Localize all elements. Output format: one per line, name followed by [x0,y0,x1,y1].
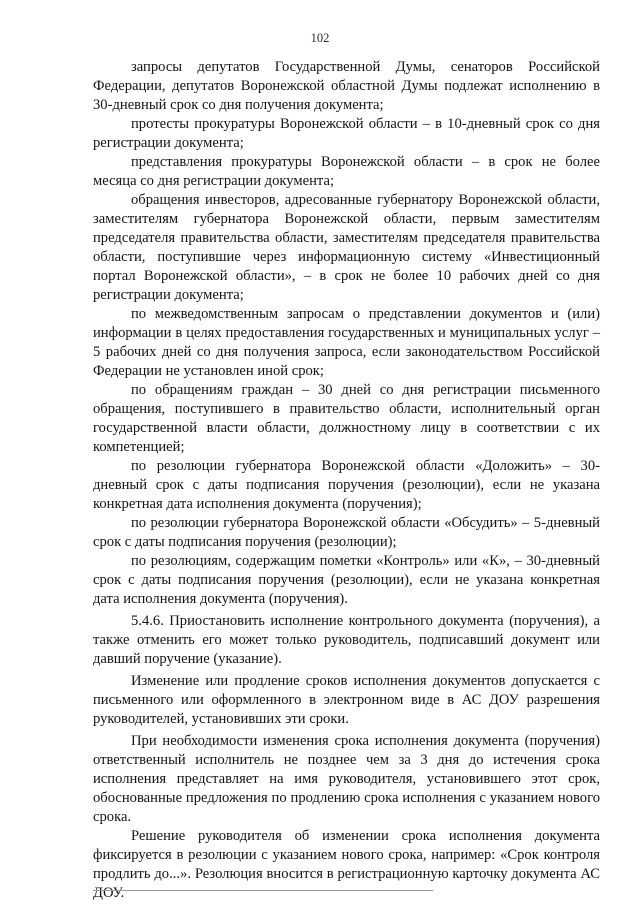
footer-divider [93,890,433,891]
paragraph-investor-appeals: обращения инвесторов, адресованные губернатору Воронежской области, заместителям губернатора Воронежской области, первым заместителям председателя правительства области, заместителям председателя правительства области, поступившие через информационную систему «Инвестиционный портал Воронежской области», – в срок не более 10 рабочих дней со дня регистрации документа; [93,192,600,303]
paragraph-manager-decision: Решение руководителя об изменении срока исполнения документа фиксируется в резолюции с указанием нового срока, например: «Срок контроля продлить до...». Резолюция вносится в регистрационную карточку документа АС ДОУ. [93,828,600,901]
paragraph-extension-proposal: При необходимости изменения срока исполнения документа (поручения) ответственный исполнитель не позднее чем за 3 дня до истечения срока исполнения представляет на имя руководителя, установившего этот срок, обоснованные предложения по продлению срока исполнения с указанием нового срока. [93,733,600,825]
document-body [93,58,600,903]
paragraph-deadline-change: Изменение или продление сроков исполнения документов допускается с письменного или оформленного в электронном виде в АС ДОУ разрешения руководителей, установивших эти сроки. [93,673,600,727]
paragraph-prosecutor-protests: протесты прокуратуры Воронежской области – в 10-дневный срок со дня регистрации документа; [93,116,600,151]
paragraph-deputy-requests: запросы депутатов Государственной Думы, сенаторов Российской Федерации, депутатов Воронежской областной Думы подлежат исполнению в 30-дневный срок со дня получения документа; [93,59,600,113]
paragraph-prosecutor-submissions: представления прокуратуры Воронежской области – в срок не более месяца со дня регистрации документа; [93,154,600,189]
paragraph-interagency-requests: по межведомственным запросам о представлении документов и (или) информации в целях предоставления государственных и муниципальных услуг – 5 рабочих дней со дня получения запроса, если законодательством Российской Федерации не установлен иной срок; [93,306,600,379]
paragraph-resolution-discuss: по резолюции губернатора Воронежской области «Обсудить» – 5-дневный срок с даты подписания поручения (резолюции); [93,515,600,550]
paragraph-resolution-report: по резолюции губернатора Воронежской области «Доложить» – 30-дневный срок с даты подписания поручения (резолюции), если не указана конкретная дата исполнения документа (поручения); [93,458,600,512]
paragraph-section-5-4-6: 5.4.6. Приостановить исполнение контрольного документа (поручения), а также отменить его может только руководитель, подписавший документ или давший поручение (указание). [93,613,600,667]
paragraph-citizen-appeals: по обращениям граждан – 30 дней со дня регистрации письменного обращения, поступившего в правительство области, исполнительный орган государственной власти области, должностному лицу в соответствии с их компетенцией; [93,382,600,455]
paragraph-resolution-control: по резолюциям, содержащим пометки «Контроль» или «К», – 30-дневный срок с даты подписания поручения (резолюции), если не указана конкретная дата исполнения документа (поручения). [93,553,600,607]
page-number: 102 [310,31,330,45]
